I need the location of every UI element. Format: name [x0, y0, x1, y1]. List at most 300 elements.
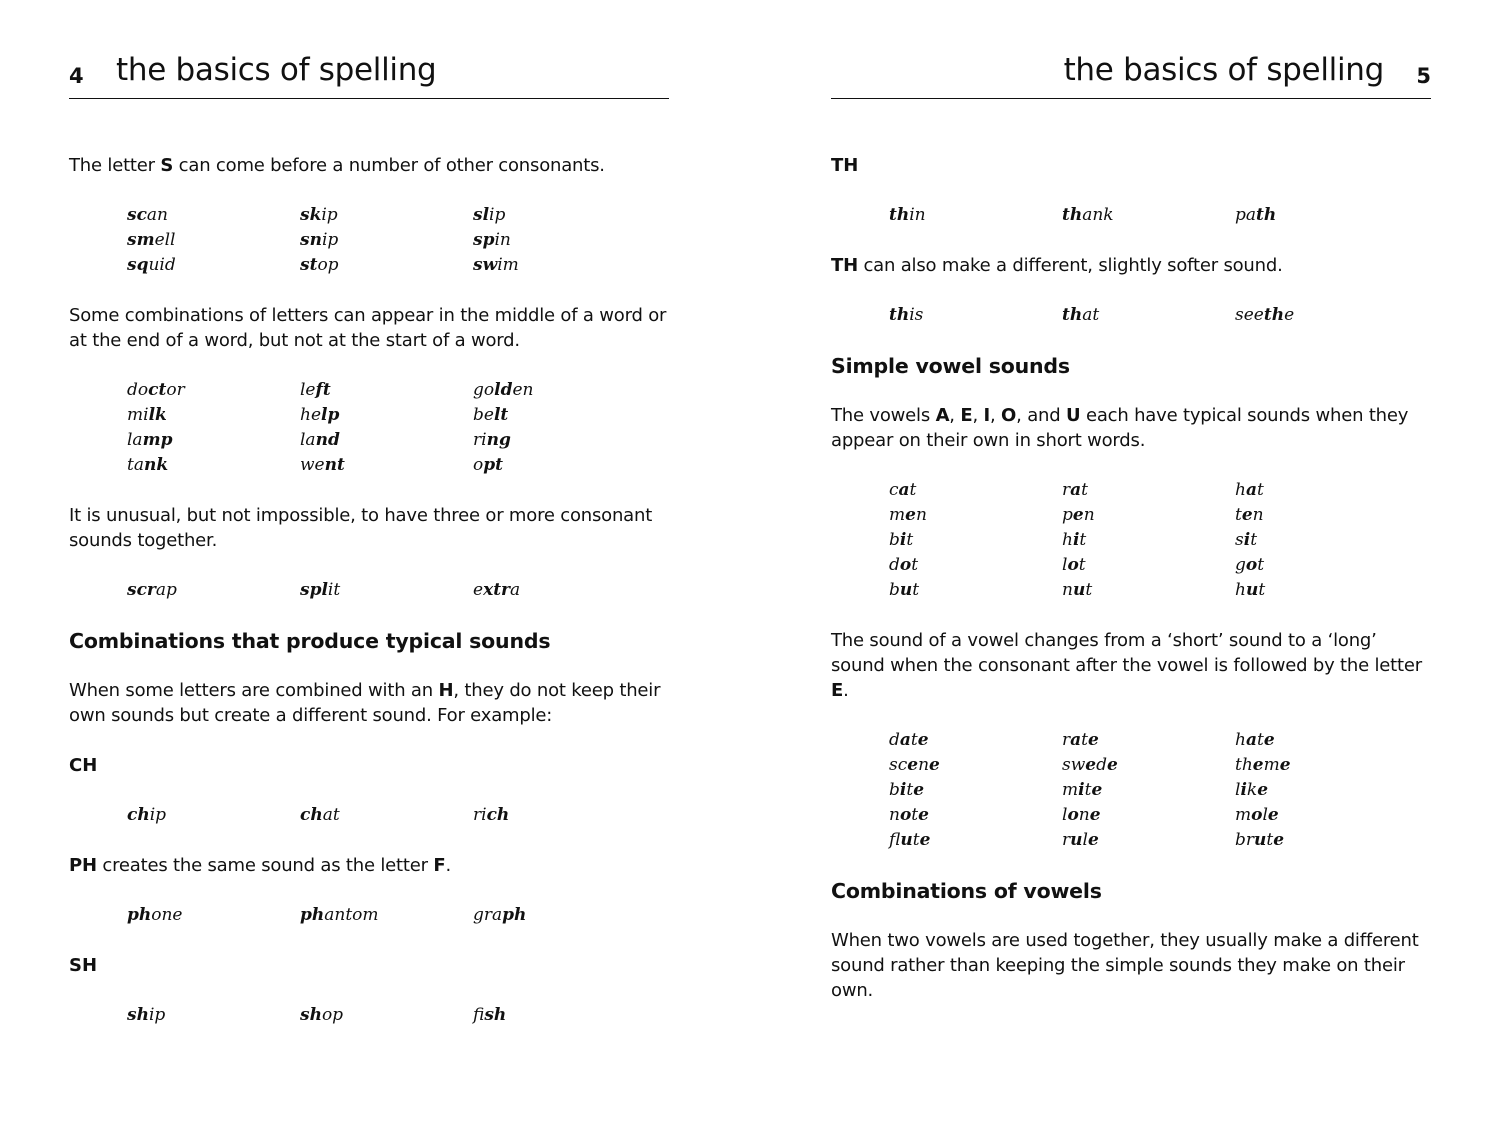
bold-fragment: ph — [127, 905, 152, 925]
bold-fragment: i — [1072, 530, 1080, 550]
example-word — [1235, 753, 1408, 778]
example-word — [1062, 553, 1235, 578]
example-word — [473, 253, 646, 278]
body-paragraph — [69, 853, 669, 878]
example-word-grid — [127, 903, 669, 928]
text-fragment: n — [918, 755, 930, 775]
text-fragment: p — [1062, 505, 1073, 525]
letter-group-label: SH — [69, 955, 98, 976]
example-word — [127, 203, 300, 228]
text-fragment: antom — [324, 905, 379, 925]
text-fragment: sc — [889, 755, 908, 775]
example-word — [127, 803, 300, 828]
bold-fragment: sh — [127, 1005, 149, 1025]
example-word — [889, 828, 1062, 853]
bold-fragment: H — [438, 680, 454, 701]
example-word-grid — [127, 378, 669, 478]
example-word — [300, 903, 473, 928]
text-fragment: t — [1085, 580, 1093, 600]
bold-fragment: i — [899, 530, 907, 550]
bold-fragment: a — [1245, 480, 1257, 500]
text-fragment: The vowels — [831, 405, 936, 426]
bold-fragment: e — [907, 755, 919, 775]
example-word — [473, 453, 646, 478]
bold-fragment: e — [1257, 780, 1269, 800]
text-fragment: g — [1235, 555, 1246, 575]
example-word — [1235, 578, 1408, 603]
example-word — [473, 1003, 646, 1028]
bold-fragment: nd — [315, 430, 340, 450]
example-word — [1062, 778, 1235, 803]
bold-fragment: th — [889, 305, 910, 325]
bold-fragment: U — [1066, 405, 1081, 426]
body-paragraph — [831, 253, 1431, 278]
bold-fragment: lp — [321, 405, 340, 425]
text-fragment: one — [151, 905, 183, 925]
text-fragment: la — [127, 430, 143, 450]
bold-fragment: e — [1087, 830, 1099, 850]
text-fragment: op — [321, 1005, 344, 1025]
text-fragment: m — [889, 505, 906, 525]
text-fragment: t — [1079, 530, 1087, 550]
text-fragment: can come before a number of other consonants. — [173, 155, 605, 176]
text-fragment: each have typical sounds when they appear on their own in short words. — [831, 405, 1409, 451]
text-fragment: t — [906, 780, 914, 800]
bold-fragment: a — [899, 730, 911, 750]
text-fragment: th — [1235, 755, 1253, 775]
text-fragment: k — [1246, 780, 1258, 800]
bold-fragment: u — [900, 830, 913, 850]
text-fragment: n — [1078, 805, 1090, 825]
bold-fragment: e — [1273, 830, 1285, 850]
example-word — [889, 503, 1062, 528]
text-fragment: op — [317, 255, 339, 275]
bold-fragment: a — [1245, 730, 1257, 750]
example-word — [1235, 728, 1408, 753]
text-fragment: uid — [148, 255, 176, 275]
running-title: the basics of spelling — [1063, 52, 1384, 88]
text-fragment: . — [843, 680, 849, 701]
text-fragment: The letter — [69, 155, 161, 176]
example-word — [889, 753, 1062, 778]
bold-fragment: ch — [127, 805, 150, 825]
bold-fragment: o — [899, 805, 912, 825]
text-fragment: t — [1078, 555, 1086, 575]
example-word — [1062, 828, 1235, 853]
example-word — [889, 553, 1062, 578]
example-word — [473, 903, 646, 928]
bold-fragment: spl — [300, 580, 328, 600]
bold-fragment: sl — [473, 205, 490, 225]
example-word — [473, 228, 646, 253]
body-paragraph — [69, 503, 669, 553]
right-page — [831, 0, 1431, 1137]
text-fragment: ip — [489, 205, 506, 225]
text-fragment: The sound of a vowel changes from a ‘short’ sound to a ‘long’ sound when the consonant after the vowel is followed by the letter — [831, 630, 1422, 676]
text-fragment: ap — [155, 580, 177, 600]
text-fragment: b — [889, 780, 900, 800]
example-word — [127, 578, 300, 603]
example-word — [473, 403, 646, 428]
bold-fragment: e — [1091, 780, 1103, 800]
example-word — [1235, 803, 1408, 828]
text-fragment: o — [473, 455, 484, 475]
section-heading: Combinations of vowels — [831, 879, 1102, 903]
bold-fragment: e — [1263, 730, 1275, 750]
bold-fragment: i — [899, 780, 907, 800]
body-paragraph — [69, 153, 669, 178]
text-fragment: ip — [321, 205, 338, 225]
example-word — [300, 428, 473, 453]
bold-fragment: O — [1001, 405, 1017, 426]
example-word — [127, 428, 300, 453]
text-fragment: mi — [127, 405, 149, 425]
example-word-grid — [127, 203, 669, 278]
text-fragment: t — [1081, 730, 1088, 750]
text-fragment: in — [909, 205, 926, 225]
bold-fragment: I — [983, 405, 990, 426]
example-word — [1235, 778, 1408, 803]
example-word — [1062, 753, 1235, 778]
bold-fragment: e — [1279, 755, 1291, 775]
example-word — [1235, 553, 1408, 578]
section-heading: Simple vowel sounds — [831, 354, 1070, 378]
text-fragment: t — [1256, 730, 1264, 750]
text-fragment: t — [906, 530, 914, 550]
text-fragment: , and — [1016, 405, 1066, 426]
bold-fragment: e — [913, 780, 925, 800]
example-word — [1235, 503, 1408, 528]
page-number: 4 — [69, 64, 84, 88]
example-word-grid — [127, 578, 669, 603]
text-fragment: l — [1235, 780, 1241, 800]
example-word — [889, 203, 1062, 228]
text-fragment: an — [146, 205, 169, 225]
bold-fragment: th — [1263, 305, 1285, 325]
text-fragment: t — [1084, 780, 1092, 800]
text-fragment: gra — [473, 905, 503, 925]
example-word — [1235, 828, 1408, 853]
example-word — [127, 1003, 300, 1028]
bold-fragment: i — [1078, 780, 1085, 800]
example-word — [473, 428, 646, 453]
bold-fragment: a — [1070, 730, 1082, 750]
bold-fragment: th — [1062, 305, 1083, 325]
text-fragment: t — [909, 480, 917, 500]
bold-fragment: e — [929, 755, 940, 775]
page-header — [69, 50, 669, 99]
bold-fragment: sw — [473, 255, 498, 275]
bold-fragment: scr — [127, 580, 156, 600]
example-word — [1062, 203, 1235, 228]
example-word — [889, 728, 1062, 753]
text-fragment: t — [1266, 830, 1274, 850]
example-word — [300, 1003, 473, 1028]
text-fragment: ri — [473, 430, 487, 450]
bold-fragment: nt — [324, 455, 345, 475]
text-fragment: b — [889, 580, 900, 600]
text-fragment: t — [911, 555, 919, 575]
example-word — [1235, 203, 1408, 228]
page-number: 5 — [1416, 64, 1431, 88]
bold-fragment: o — [1251, 805, 1263, 825]
text-fragment: l — [1062, 555, 1068, 575]
bold-fragment: ph — [300, 905, 325, 925]
bold-fragment: e — [1252, 755, 1264, 775]
text-fragment: l — [1062, 805, 1068, 825]
bold-fragment: lt — [493, 405, 509, 425]
example-word — [1062, 728, 1235, 753]
text-fragment: t — [1258, 580, 1266, 600]
text-fragment: we — [300, 455, 325, 475]
bold-fragment: u — [899, 580, 913, 600]
text-fragment: n — [915, 505, 927, 525]
example-word-grid — [127, 1003, 669, 1028]
bold-fragment: A — [935, 405, 950, 426]
example-word — [1062, 528, 1235, 553]
example-word — [889, 778, 1062, 803]
text-fragment: can also make a different, slightly softer sound. — [857, 255, 1283, 276]
text-fragment: or — [166, 380, 185, 400]
example-word — [127, 253, 300, 278]
text-fragment: n — [1252, 505, 1264, 525]
example-word — [889, 528, 1062, 553]
example-word — [889, 303, 1062, 328]
bold-fragment: th — [889, 205, 910, 225]
bold-fragment: ch — [486, 805, 510, 825]
text-fragment: m — [1263, 755, 1280, 775]
example-word — [300, 403, 473, 428]
text-fragment: e — [1284, 305, 1295, 325]
bold-fragment: sn — [300, 230, 322, 250]
text-fragment: h — [1235, 580, 1246, 600]
bold-fragment: o — [1067, 555, 1079, 575]
example-word — [300, 453, 473, 478]
bold-fragment: e — [1107, 755, 1118, 775]
text-fragment: r — [1062, 730, 1071, 750]
text-fragment: l — [1082, 830, 1088, 850]
example-word — [300, 378, 473, 403]
bold-fragment: e — [1088, 730, 1099, 750]
text-fragment: ell — [154, 230, 176, 250]
text-fragment: at — [1082, 305, 1100, 325]
bold-fragment: TH — [831, 255, 858, 276]
bold-fragment: e — [919, 830, 931, 850]
text-fragment: d — [889, 730, 900, 750]
example-word — [1062, 303, 1235, 328]
bold-fragment: nk — [143, 455, 169, 475]
text-fragment: When two vowels are used together, they usually make a different sound rather than keeping the simple sounds they make on their own. — [831, 930, 1419, 1001]
bold-fragment: ct — [148, 380, 167, 400]
body-paragraph — [831, 403, 1431, 453]
example-word — [473, 378, 646, 403]
bold-fragment: e — [1089, 805, 1101, 825]
bold-fragment: ld — [494, 380, 513, 400]
bold-fragment: ft — [315, 380, 331, 400]
example-word — [889, 578, 1062, 603]
text-fragment: t — [1081, 480, 1088, 500]
text-fragment: ri — [473, 805, 487, 825]
bold-fragment: sh — [484, 1005, 507, 1025]
text-fragment: t — [1256, 480, 1264, 500]
bold-fragment: st — [300, 255, 318, 275]
example-word — [300, 253, 473, 278]
page-content — [69, 153, 669, 1053]
example-word — [473, 578, 646, 603]
text-fragment: c — [889, 480, 899, 500]
example-word — [889, 478, 1062, 503]
example-word — [300, 203, 473, 228]
body-paragraph — [831, 628, 1431, 703]
text-fragment: d — [1096, 755, 1107, 775]
text-fragment: ip — [148, 1005, 166, 1025]
text-fragment: n — [889, 805, 900, 825]
letter-group-label: CH — [69, 755, 98, 776]
text-fragment: ip — [149, 805, 167, 825]
example-word — [127, 453, 300, 478]
text-fragment: , — [949, 405, 961, 426]
body-paragraph — [69, 678, 669, 728]
bold-fragment: S — [160, 155, 174, 176]
text-fragment: r — [1062, 830, 1071, 850]
text-fragment: it — [327, 580, 341, 600]
text-fragment: t — [1250, 530, 1258, 550]
text-fragment: t — [1235, 505, 1242, 525]
example-word — [1062, 803, 1235, 828]
text-fragment: is — [909, 305, 924, 325]
text-fragment: . — [445, 855, 451, 876]
text-fragment: be — [473, 405, 494, 425]
bold-fragment: e — [918, 805, 929, 825]
text-fragment: go — [473, 380, 495, 400]
text-fragment: s — [1235, 530, 1244, 550]
text-fragment: fi — [473, 1005, 485, 1025]
bold-fragment: o — [1067, 805, 1079, 825]
example-word-grid — [889, 728, 1431, 853]
text-fragment: ta — [127, 455, 144, 475]
text-fragment: in — [494, 230, 511, 250]
text-fragment: br — [1235, 830, 1255, 850]
bold-fragment: a — [898, 480, 910, 500]
example-word — [127, 903, 300, 928]
text-fragment: m — [1062, 780, 1079, 800]
bold-fragment: u — [1070, 830, 1083, 850]
text-fragment: , — [990, 405, 1002, 426]
text-fragment: It is unusual, but not impossible, to have three or more consonant sounds together. — [69, 505, 653, 551]
example-word — [889, 803, 1062, 828]
example-word — [1235, 478, 1408, 503]
example-word-grid — [889, 478, 1431, 603]
example-word — [127, 378, 300, 403]
text-fragment: h — [1062, 530, 1073, 550]
example-word — [127, 403, 300, 428]
bold-fragment: ph — [502, 905, 527, 925]
text-fragment: t — [912, 830, 920, 850]
bold-fragment: PH — [69, 855, 97, 876]
bold-fragment: e — [1241, 505, 1253, 525]
text-fragment: , they do not keep their own sounds but create a different sound. For example: — [69, 680, 661, 726]
text-fragment: at — [322, 805, 340, 825]
example-word-grid — [127, 803, 669, 828]
page-header — [831, 50, 1431, 99]
text-fragment: When some letters are combined with an — [69, 680, 439, 701]
bold-fragment: sc — [127, 205, 147, 225]
bold-fragment: e — [905, 505, 916, 525]
left-page — [69, 0, 669, 1137]
text-fragment: Some combinations of letters can appear in the middle of a word or at the end of a word, but not at the start of a word. — [69, 305, 667, 351]
text-fragment: t — [1257, 555, 1265, 575]
text-fragment: m — [1235, 805, 1252, 825]
body-paragraph — [69, 303, 669, 353]
bold-fragment: th — [1062, 205, 1083, 225]
example-word — [1235, 303, 1408, 328]
bold-fragment: e — [917, 730, 929, 750]
text-fragment: im — [497, 255, 519, 275]
bold-fragment: sp — [473, 230, 495, 250]
text-fragment: sw — [1062, 755, 1086, 775]
bold-fragment: i — [1240, 780, 1247, 800]
text-fragment: ank — [1082, 205, 1114, 225]
text-fragment: ip — [321, 230, 339, 250]
example-word — [1062, 503, 1235, 528]
example-word — [473, 203, 646, 228]
text-fragment: r — [1062, 480, 1071, 500]
running-title: the basics of spelling — [116, 52, 437, 88]
example-word — [127, 228, 300, 253]
example-word — [300, 228, 473, 253]
bold-fragment: e — [1072, 505, 1084, 525]
example-word-grid — [889, 203, 1431, 228]
bold-fragment: u — [1245, 580, 1259, 600]
text-fragment: e — [473, 580, 484, 600]
example-word-grid — [889, 303, 1431, 328]
bold-fragment: o — [1245, 555, 1258, 575]
text-fragment: le — [300, 380, 316, 400]
text-fragment: t — [912, 580, 920, 600]
bold-fragment: e — [1267, 805, 1279, 825]
section-heading: Combinations that produce typical sounds — [69, 629, 551, 653]
bold-fragment: sk — [300, 205, 322, 225]
bold-fragment: ch — [300, 805, 323, 825]
bold-fragment: th — [1256, 205, 1277, 225]
bold-fragment: i — [1243, 530, 1251, 550]
text-fragment: , — [972, 405, 984, 426]
text-fragment: d — [889, 555, 900, 575]
text-fragment: n — [1062, 580, 1073, 600]
bold-fragment: sm — [127, 230, 155, 250]
bold-fragment: E — [831, 680, 844, 701]
example-word — [300, 578, 473, 603]
example-word — [473, 803, 646, 828]
example-word — [300, 803, 473, 828]
bold-fragment: u — [1254, 830, 1267, 850]
bold-fragment: mp — [142, 430, 173, 450]
bold-fragment: xtr — [483, 580, 511, 600]
text-fragment: t — [910, 730, 918, 750]
bold-fragment: E — [960, 405, 973, 426]
body-paragraph — [831, 928, 1431, 1003]
bold-fragment: o — [899, 555, 912, 575]
text-fragment: l — [1262, 805, 1268, 825]
text-fragment: fl — [889, 830, 901, 850]
text-fragment: t — [911, 805, 919, 825]
bold-fragment: e — [1085, 755, 1097, 775]
bold-fragment: ng — [486, 430, 511, 450]
text-fragment: b — [889, 530, 900, 550]
text-fragment: en — [512, 380, 534, 400]
bold-fragment: sh — [300, 1005, 322, 1025]
bold-fragment: F — [433, 855, 446, 876]
